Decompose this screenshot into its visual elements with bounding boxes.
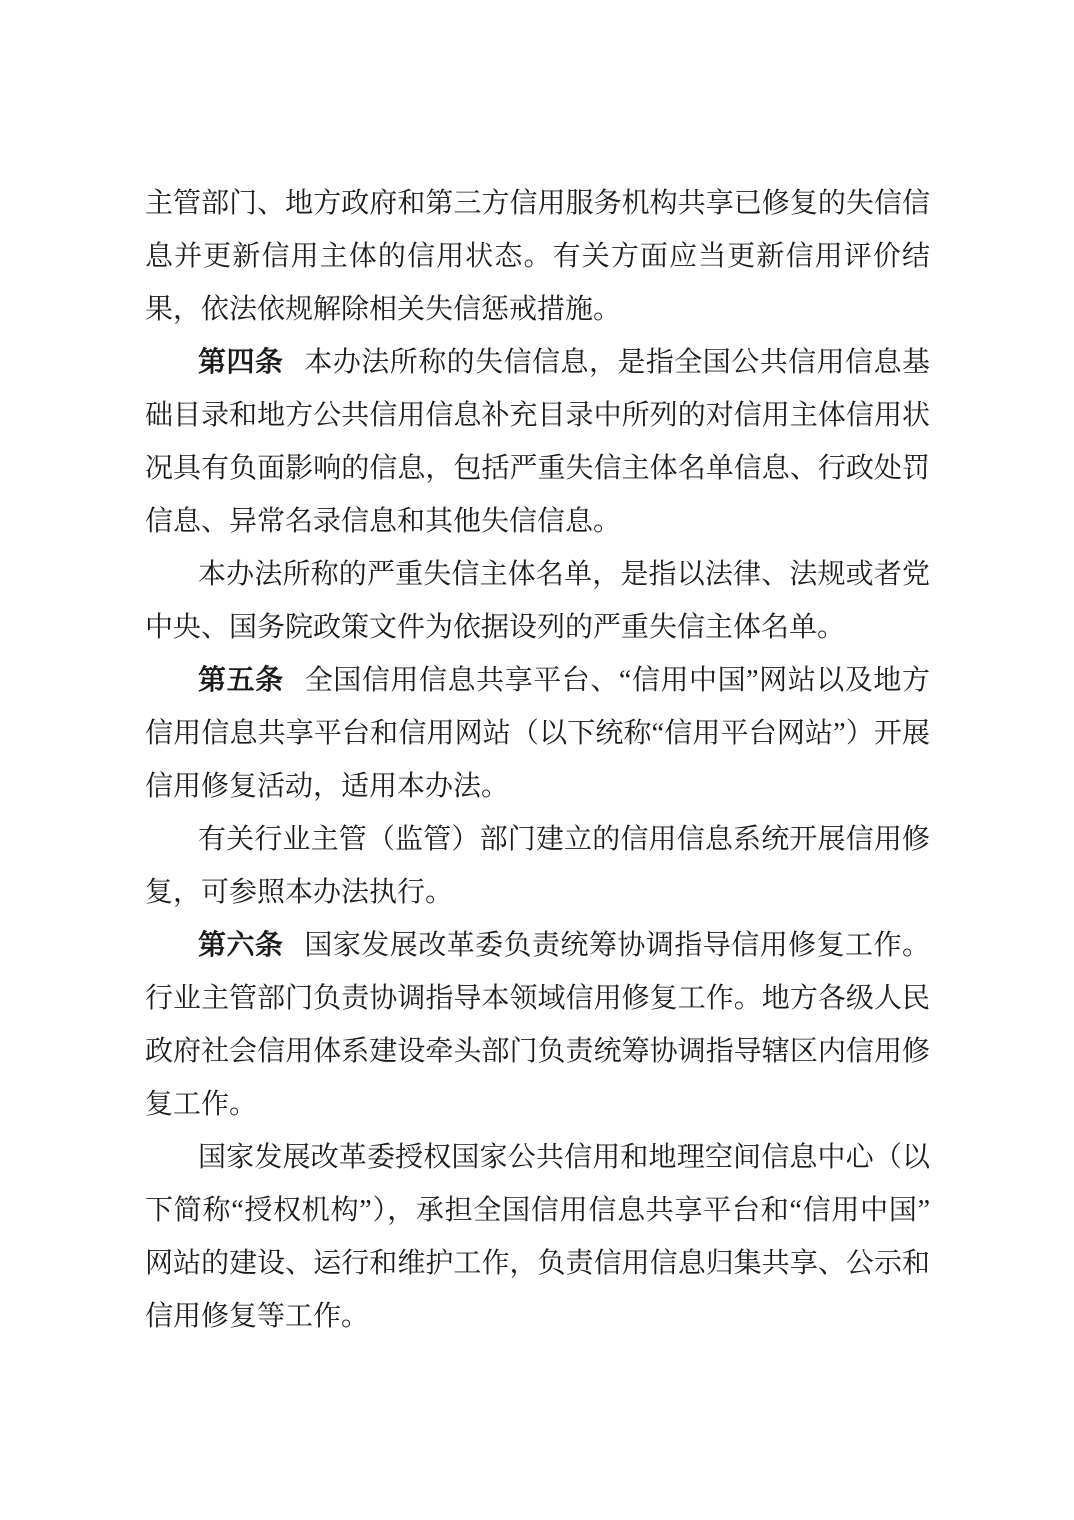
paragraph-text: 全国信用信息共享平台、“信用中国”网站以及地方信用信息共享平台和信用网站（以下统称“信用平台网站”）开展信用修复活动，适用本办法。 [145, 665, 930, 802]
paragraph [145, 813, 930, 919]
paragraph-text: 主管部门、地方政府和第三方信用服务机构共享已修复的失信信息并更新信用主体的信用状态。有关方面应当更新信用评价结果，依法依规解除相关失信惩戒措施。 [145, 188, 930, 325]
paragraph-text: 本办法所称的严重失信主体名单，是指以法律、法规或者党中央、国务院政策文件为依据设列的严重失信主体名单。 [145, 559, 930, 643]
paragraph [145, 177, 930, 336]
paragraph-article-5 [145, 654, 930, 813]
paragraph [145, 1131, 930, 1343]
paragraph-text: 国家发展改革委负责统筹协调指导信用修复工作。行业主管部门负责协调指导本领域信用修复工作。地方各级人民政府社会信用体系建设牵头部门负责统筹协调指导辖区内信用修复工作。 [145, 930, 930, 1120]
article-number: 第四条 [198, 347, 284, 378]
document-text-block [145, 177, 930, 1343]
paragraph-text: 本办法所称的失信信息，是指全国公共信用信息基础目录和地方公共信用信息补充目录中所列的对信用主体信用状况具有负面影响的信息，包括严重失信主体名单信息、行政处罚信息、异常名录信息和其他失信信息。 [145, 347, 930, 537]
article-number: 第六条 [198, 930, 284, 961]
paragraph [145, 548, 930, 654]
article-number: 第五条 [198, 665, 284, 696]
paragraph-text: 国家发展改革委授权国家公共信用和地理空间信息中心（以下简称“授权机构”），承担全国信用信息共享平台和“信用中国”网站的建设、运行和维护工作，负责信用信息归集共享、公示和信用修复等工作。 [145, 1142, 930, 1332]
paragraph-text: 有关行业主管（监管）部门建立的信用信息系统开展信用修复，可参照本办法执行。 [145, 824, 930, 908]
paragraph-article-6 [145, 919, 930, 1131]
paragraph-article-4 [145, 336, 930, 548]
